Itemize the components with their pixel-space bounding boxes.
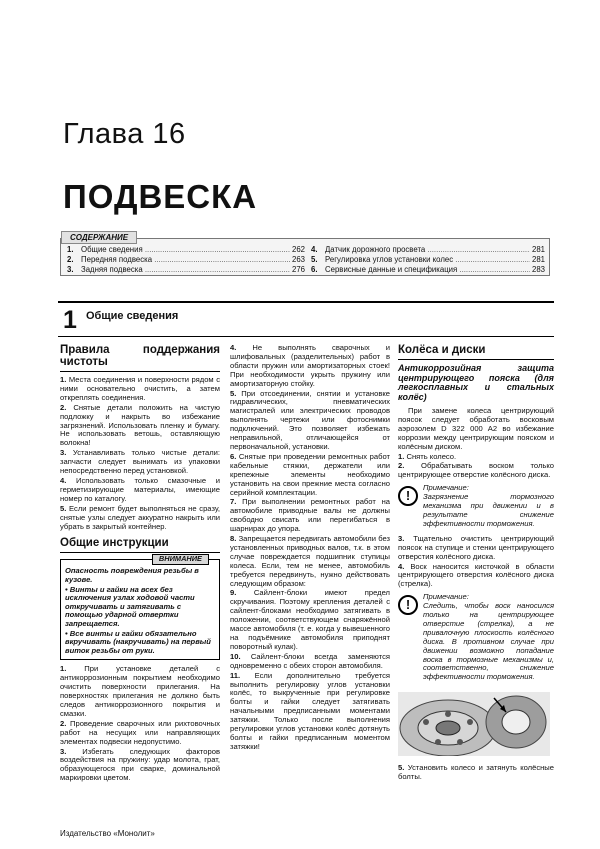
column-right xyxy=(398,344,554,783)
warning-text: • Винты и гайки на всех без исключения узлах ходовой части откручивать и затягивать с помощью ударной отвертки запрещается. xyxy=(65,584,195,628)
warning-box xyxy=(60,554,220,660)
list-item: 7. При выполнении ремонтных работ на автомобиле приводные валы не должны свободно свисать или перегибаться в шарнирах до упора. xyxy=(230,497,390,534)
list-item: 2. Снятые детали положить на чистую подложку и накрыть во избежание загрязнений. Использовать пленку и бумагу. Не использовать ветошь, оставляющую волокна! xyxy=(60,402,220,448)
note-box xyxy=(398,484,554,529)
list-item: 1. Места соединения и поверхности рядом с ними основательно очистить, а затем откреплять соединения. xyxy=(60,375,220,402)
warning-tag: ВНИМАНИЕ xyxy=(152,554,209,565)
toc-entry[interactable]: 6. Сервисные данные и спецификация ..... 283 xyxy=(311,265,545,275)
wheel-hub-illustration xyxy=(398,692,550,756)
heading-wheels: Колёса и диски xyxy=(398,344,554,360)
list-item: 4. Использовать только смазочные и герметизирующие материалы, имеющие номер по каталогу. xyxy=(60,475,220,503)
toc-left-column xyxy=(67,245,305,275)
warning-text: • Все винты и гайки обязательно вкручивать (накручивать) на первый виток резьбы от руки. xyxy=(65,628,211,655)
section-divider xyxy=(58,301,554,303)
note-text: Загрязнение тормозного механизма при движении и в результате снижение эффективности торможения. xyxy=(423,492,554,528)
list-item: 11. Если дополнительно требуется выполнить регулировку углов установки колёс, то выкрученные при регулировке болты и гайки следует затягивать начальными предписанными моментами затяжки. Только после выполнения регулировки углов установки колёс дотянуть болты и гайки предписанным моментом затяжки! xyxy=(230,670,390,751)
heading-general-instructions: Общие инструкции xyxy=(60,537,220,553)
list-item: 5. Если ремонт будет выполняться не сразу, снятые узлы следует аккуратно накрыть или убрать в закрытый контейнер. xyxy=(60,503,220,531)
exclamation-icon: ! xyxy=(398,595,418,615)
list-item: 1. При установке деталей с антикоррозионным покрытием необходимо очистить поверхности прилегания. На поверхностях прилегания не должно быть следов антикоррозионного покрытия и смазки. xyxy=(60,664,220,718)
list-item: 1. Снять колесо. xyxy=(398,451,457,461)
list-item: 4. Не выполнять сварочных и шлифовальных (разделительных) работ в области пружин или амортизаторных стоек! При необходимости укрыть пружину или амортизаторную стойку. xyxy=(230,343,390,388)
note-box xyxy=(398,593,554,682)
exclamation-icon: ! xyxy=(398,486,418,506)
heading-cleanliness: Правила поддержания чистоты xyxy=(60,344,220,372)
list-item: 8. Запрещается передвигать автомобили без установленных приводных валов, т.к. в этом случае повреждается подшипник ступицы колеса. Если, тем не менее, автомобиль требуется передвинуть, нужно действовать следующим образом: xyxy=(230,534,390,588)
toc-right-column xyxy=(311,245,545,275)
list-item: 2. Проведение сварочных или рихтовочных работ на несущих или направляющих элементах подвески недопустимо. xyxy=(60,718,220,746)
toc-entry[interactable]: 3. Задняя подвеска ..... 276 xyxy=(67,265,305,275)
page-title: ПОДВЕСКА xyxy=(63,178,258,215)
note-label: Примечание: xyxy=(423,483,469,493)
list-item: 3. Устанавливать только чистые детали: запчасти следует вынимать из упаковки непосредственно перед установкой. xyxy=(60,448,220,476)
list-item: 3. Избегать следующих факторов воздействия на пружину: удар молота, грат, образующегося при сварке, доминальной маркировки цветом. xyxy=(60,746,220,783)
intro-text: При замене колеса центрирующий поясок следует обработать восковым аэрозолем D 322 000 A2 во избежание коррозии между центрирующим пояском и колёсным диском. xyxy=(398,406,554,451)
section-underline xyxy=(58,336,554,337)
table-of-contents xyxy=(60,233,550,276)
warning-text: Опасность повреждения резьбы в кузове. xyxy=(65,566,199,584)
chapter-label: Глава 16 xyxy=(63,118,186,150)
column-left xyxy=(60,344,220,784)
column-middle xyxy=(230,344,390,753)
toc-entry[interactable]: 5. Регулировка углов установки колес ..... 281 xyxy=(311,255,545,265)
toc-entry[interactable]: 2. Передняя подвеска ..... 263 xyxy=(67,255,305,265)
section-number: 1 xyxy=(63,306,77,334)
note-text: Следить, чтобы воск наносился только на центрирующее отверстие (стрелка), а не привалочную плоскость колёсного диска. В противном случае при движении возможно попадание воска в тормозные механизмы и, соответственно, снижение эффективности торможения. xyxy=(423,601,554,682)
list-item: 5. При отсоединении, снятии и установке гидравлических, пневматических магистралей или электрических проводов выполнять чертежи или фотоснимки подключений. Это позволяет избежать неправильной, отличающейся от первоначальной, установки. xyxy=(230,388,390,451)
note-label: Примечание: xyxy=(423,592,469,602)
list-item: 4. Воск наносится кисточкой в области центрирующего отверстия колёсного диска (стрелка). xyxy=(398,561,554,589)
list-item: 9. Сайлент-блоки имеют предел скручивания. Поэтому крепления деталей с сайлент-блоками необходимо затягивать в положении, соответствующем снаряжённой массе автомобиля (т. е. когда у вывешенного на подъёмнике автомобиля приподнят поворотный кулак). xyxy=(230,588,390,651)
subheading-corrosion: Антикоррозийная защита центрирующего пояска (для легкосплавных и стальных колёс) xyxy=(398,363,554,402)
list-item: 6. Снятые при проведении ремонтных работ кабельные стяжки, держатели или крепежные элементы необходимо установить на свои прежние места согласно серийной комплектации. xyxy=(230,451,390,497)
list-item: 2. Обрабатывать воском только центрирующее отверстие колёсного диска. xyxy=(398,461,554,480)
toc-entry[interactable]: 1. Общие сведения ..... 262 xyxy=(67,245,305,255)
list-item: 10. Сайлент-блоки всегда заменяются одновременно с обеих сторон автомобиля. xyxy=(230,651,390,670)
list-item: 3. Тщательно очистить центрирующий поясок на ступице и стенки центрирующего отверстия колёсного диска. xyxy=(398,533,554,561)
publisher-footer: Издательство «Монолит» xyxy=(60,829,155,838)
toc-entry[interactable]: 4. Датчик дорожного просвета ..... 281 xyxy=(311,245,545,255)
toc-heading: СОДЕРЖАНИЕ xyxy=(61,231,137,244)
list-item: 5. Установить колесо и затянуть колёсные болты. xyxy=(398,763,554,782)
section-title: Общие сведения xyxy=(86,310,179,322)
